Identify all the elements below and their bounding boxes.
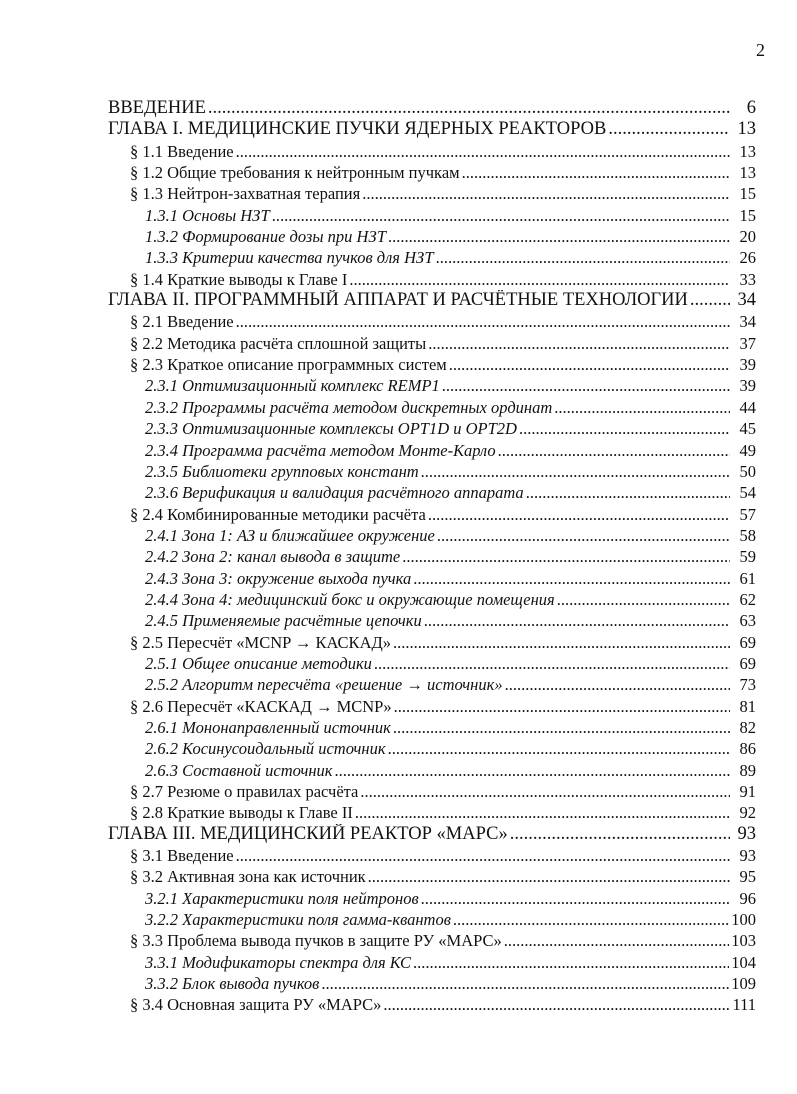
toc-dot-leader: [236, 311, 730, 332]
toc-dot-leader: [383, 994, 730, 1015]
toc-entry-title: 1.3.2 Формирование дозы при НЗТ: [145, 227, 386, 247]
toc-entry-title: 2.3.5 Библиотеки групповых констант: [145, 461, 419, 481]
toc-entry-page: 109: [731, 974, 756, 994]
toc-subsection-row: [108, 760, 756, 781]
toc-entry-page: 111: [732, 995, 756, 1015]
toc-dot-leader: [272, 205, 730, 226]
toc-dot-leader: [436, 247, 730, 268]
toc-dot-leader: [442, 375, 730, 396]
toc-section-row: [108, 781, 756, 802]
toc-entry-page: 13: [739, 163, 756, 183]
toc-entry-title: 2.4.5 Применяемые расчётные цепочки: [145, 611, 422, 631]
table-of-contents: [108, 98, 756, 1016]
toc-entry-page: 37: [739, 333, 756, 353]
toc-entry-page: 54: [739, 483, 756, 503]
toc-subsection-row: [108, 568, 756, 589]
toc-subsection-row: [108, 546, 756, 567]
toc-entry-page: 86: [739, 739, 756, 759]
toc-entry-page: 57: [739, 504, 756, 524]
toc-subsection-row: [108, 397, 756, 418]
toc-subsection-row: [108, 205, 756, 226]
toc-entry-page: 91: [739, 782, 756, 801]
toc-subsection-row: [108, 952, 756, 973]
toc-entry-title: ГЛАВА III. МЕДИЦИНСКИЙ РЕАКТОР «МАРС»: [108, 823, 508, 844]
toc-entry-title: 3.2.1 Характеристики поля нейтронов: [145, 888, 419, 908]
toc-entry-title: ГЛАВА II. ПРОГРАММНЫЙ АППАРАТ И РАСЧЁТНЫЕ ТЕХНОЛОГИИ: [108, 290, 688, 311]
toc-section-row: [108, 696, 756, 717]
toc-dot-leader: [453, 909, 729, 930]
toc-entry-page: 73: [739, 675, 756, 695]
toc-entry-title: ГЛАВА I. МЕДИЦИНСКИЕ ПУЧКИ ЯДЕРНЫХ РЕАКТОРОВ: [108, 119, 607, 140]
toc-entry-title: 2.4.4 Зона 4: медицинский бокс и окружающие помещения: [145, 589, 555, 609]
toc-subsection-row: [108, 375, 756, 396]
toc-dot-leader: [362, 183, 730, 204]
toc-entry-page: 13: [739, 141, 756, 161]
toc-dot-leader: [355, 802, 730, 823]
toc-entry-title: 2.4.2 Зона 2: канал вывода в защите: [145, 547, 401, 567]
toc-section-row: [108, 994, 756, 1015]
toc-dot-leader: [437, 525, 730, 546]
toc-section-row: [108, 802, 756, 823]
toc-entry-page: 26: [739, 248, 756, 268]
toc-entry-title: § 2.1 Введение: [130, 312, 234, 332]
toc-entry-page: 15: [739, 205, 756, 225]
toc-chapter-row: [108, 824, 756, 845]
toc-entry-page: 34: [739, 312, 756, 332]
toc-dot-leader: [360, 781, 730, 802]
toc-dot-leader: [388, 226, 730, 247]
toc-section-row: [108, 269, 756, 290]
toc-subsection-row: [108, 738, 756, 759]
toc-entry-title: 2.4.1 Зона 1: АЗ и ближайшее окружение: [145, 525, 435, 545]
toc-dot-leader: [557, 589, 730, 610]
toc-chapter-row: [108, 119, 756, 140]
toc-entry-title: § 3.3 Проблема вывода пучков в защите РУ «МАРС»: [130, 931, 502, 951]
toc-subsection-row: [108, 589, 756, 610]
toc-entry-title: 2.4.3 Зона 3: окружение выхода пучка: [145, 568, 412, 588]
toc-dot-leader: [519, 418, 730, 439]
toc-section-row: [108, 354, 756, 375]
toc-section-row: [108, 632, 756, 653]
toc-dot-leader: [504, 930, 730, 951]
toc-entry-title: § 1.3 Нейтрон-захватная терапия: [130, 184, 361, 204]
toc-dot-leader: [208, 98, 730, 119]
toc-dot-leader: [424, 610, 730, 631]
toc-dot-leader: [394, 696, 730, 717]
toc-section-row: [108, 930, 756, 951]
toc-entry-title: ВВЕДЕНИЕ: [108, 98, 206, 118]
toc-entry-page: 61: [739, 568, 756, 588]
toc-dot-leader: [462, 162, 730, 183]
toc-entry-page: 45: [739, 419, 756, 439]
toc-entry-page: 95: [739, 867, 756, 887]
toc-dot-leader: [349, 269, 730, 290]
toc-entry-page: 69: [739, 632, 756, 652]
toc-entry-title: 2.6.3 Составной источник: [145, 760, 333, 780]
toc-section-row: [108, 311, 756, 332]
toc-section-row: [108, 866, 756, 887]
toc-subsection-row: [108, 653, 756, 674]
toc-subsection-row: [108, 418, 756, 439]
toc-entry-title: § 2.3 Краткое описание программных систем: [130, 355, 447, 375]
toc-dot-leader: [413, 952, 729, 973]
toc-entry-title: § 3.1 Введение: [130, 846, 234, 866]
toc-dot-leader: [608, 119, 730, 140]
toc-entry-page: 100: [731, 910, 756, 930]
toc-entry-title: 3.2.2 Характеристики поля гамма-квантов: [145, 910, 451, 930]
toc-dot-leader: [526, 482, 730, 503]
toc-entry-title: § 2.5 Пересчёт «MCNP → КАСКАД»: [130, 632, 391, 652]
toc-dot-leader: [421, 461, 730, 482]
toc-subsection-row: [108, 226, 756, 247]
toc-entry-title: 2.6.2 Косинусоидальный источник: [145, 739, 386, 759]
toc-entry-title: 2.3.1 Оптимизационный комплекс REMP1: [145, 376, 440, 396]
toc-dot-leader: [393, 632, 730, 653]
toc-entry-page: 50: [739, 461, 756, 481]
toc-section-row: [108, 504, 756, 525]
toc-entry-page: 13: [737, 119, 756, 140]
toc-entry-page: 62: [739, 589, 756, 609]
toc-dot-leader: [374, 653, 730, 674]
toc-entry-title: § 3.4 Основная защита РУ «МАРС»: [130, 995, 382, 1015]
toc-section-row: [108, 141, 756, 162]
toc-chapter-row: [108, 98, 756, 119]
toc-entry-page: 69: [739, 653, 756, 673]
toc-entry-title: § 1.4 Краткие выводы к Главе I: [130, 269, 348, 289]
toc-subsection-row: [108, 888, 756, 909]
toc-entry-page: 63: [739, 611, 756, 631]
toc-entry-title: 1.3.3 Критерии качества пучков для НЗТ: [145, 248, 434, 268]
toc-entry-page: 96: [739, 888, 756, 908]
toc-entry-page: 58: [739, 525, 756, 545]
toc-entry-page: 92: [739, 803, 756, 823]
toc-subsection-row: [108, 482, 756, 503]
toc-entry-page: 89: [739, 760, 756, 780]
toc-entry-title: § 2.7 Резюме о правилах расчёта: [130, 782, 359, 801]
toc-entry-title: 3.3.1 Модификаторы спектра для КС: [145, 952, 411, 972]
toc-dot-leader: [393, 717, 730, 738]
toc-dot-leader: [388, 738, 730, 759]
toc-entry-page: 39: [739, 355, 756, 375]
toc-entry-title: § 1.1 Введение: [130, 141, 234, 161]
toc-subsection-row: [108, 440, 756, 461]
toc-subsection-row: [108, 909, 756, 930]
toc-entry-page: 39: [739, 376, 756, 396]
toc-entry-page: 59: [739, 547, 756, 567]
toc-entry-page: 15: [739, 184, 756, 204]
toc-entry-title: § 2.4 Комбинированные методики расчёта: [130, 504, 426, 524]
toc-entry-page: 93: [739, 846, 756, 866]
toc-subsection-row: [108, 973, 756, 994]
toc-entry-page: 49: [739, 440, 756, 460]
toc-subsection-row: [108, 247, 756, 268]
toc-entry-title: 2.3.4 Программа расчёта методом Монте-Карло: [145, 440, 496, 460]
toc-entry-title: 2.5.1 Общее описание методики: [145, 653, 372, 673]
toc-entry-page: 33: [739, 269, 756, 289]
toc-entry-title: 3.3.2 Блок вывода пучков: [145, 974, 320, 994]
toc-entry-page: 6: [746, 98, 756, 118]
toc-subsection-row: [108, 461, 756, 482]
toc-dot-leader: [413, 568, 730, 589]
toc-entry-title: 2.3.2 Программы расчёта методом дискретных ординат: [145, 397, 553, 417]
toc-subsection-row: [108, 717, 756, 738]
toc-entry-title: § 3.2 Активная зона как источник: [130, 867, 366, 887]
toc-entry-page: 34: [737, 290, 756, 311]
toc-dot-leader: [428, 333, 730, 354]
toc-entry-title: § 2.6 Пересчёт «КАСКАД → MCNP»: [130, 696, 392, 716]
page-number: 2: [756, 40, 765, 60]
toc-entry-page: 82: [739, 717, 756, 737]
toc-subsection-row: [108, 610, 756, 631]
toc-entry-title: § 2.8 Краткие выводы к Главе II: [130, 803, 353, 823]
toc-dot-leader: [690, 290, 730, 311]
toc-dot-leader: [335, 760, 731, 781]
toc-subsection-row: [108, 525, 756, 546]
toc-entry-title: 2.3.3 Оптимизационные комплексы OPT1D и OPT2D: [145, 419, 517, 439]
toc-dot-leader: [402, 546, 730, 567]
toc-section-row: [108, 162, 756, 183]
toc-entry-page: 20: [739, 227, 756, 247]
toc-dot-leader: [428, 504, 730, 525]
toc-entry-page: 93: [737, 823, 756, 844]
toc-dot-leader: [236, 845, 730, 866]
toc-entry-page: 81: [739, 696, 756, 716]
toc-entry-title: § 2.2 Методика расчёта сплошной защиты: [130, 333, 427, 353]
toc-entry-page: 44: [739, 397, 756, 417]
toc-entry-title: 2.3.6 Верификация и валидация расчётного аппарата: [145, 483, 524, 503]
toc-dot-leader: [236, 141, 730, 162]
toc-chapter-row: [108, 290, 756, 311]
toc-dot-leader: [368, 866, 730, 887]
toc-dot-leader: [498, 440, 730, 461]
toc-dot-leader: [510, 824, 730, 845]
toc-entry-title: 1.3.1 Основы НЗТ: [145, 205, 270, 225]
toc-dot-leader: [449, 354, 730, 375]
toc-dot-leader: [321, 973, 729, 994]
toc-entry-title: 2.5.2 Алгоритм пересчёта «решение → источник»: [145, 675, 503, 695]
toc-dot-leader: [421, 888, 730, 909]
toc-section-row: [108, 333, 756, 354]
toc-dot-leader: [554, 397, 730, 418]
toc-entry-title: § 1.2 Общие требования к нейтронным пучкам: [130, 163, 460, 183]
toc-entry-title: 2.6.1 Мононаправленный источник: [145, 717, 391, 737]
toc-section-row: [108, 845, 756, 866]
toc-dot-leader: [505, 674, 730, 695]
toc-entry-page: 103: [731, 931, 756, 951]
toc-subsection-row: [108, 674, 756, 695]
toc-entry-page: 104: [731, 952, 756, 972]
toc-section-row: [108, 183, 756, 204]
